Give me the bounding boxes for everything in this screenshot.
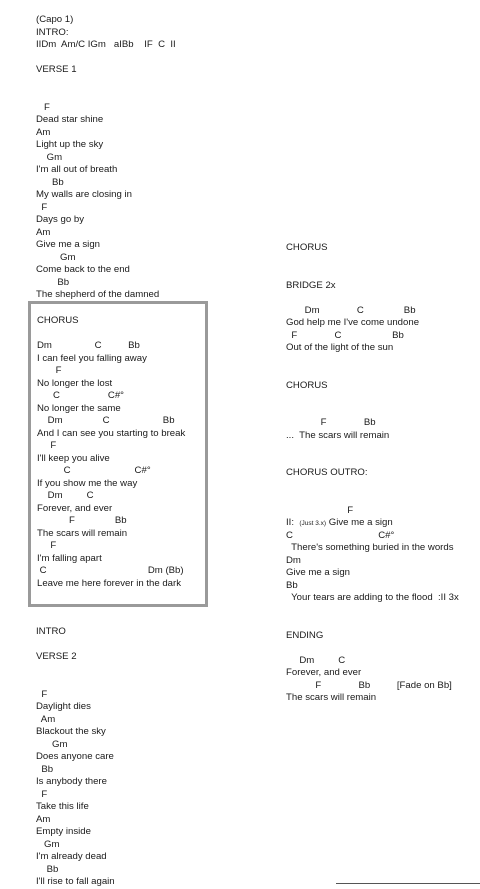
lyric-line: F Bb [Fade on Bb]	[286, 679, 452, 691]
lyric-line: Forever, and ever	[286, 667, 362, 678]
lyric-line: The shepherd of the damned	[36, 289, 160, 300]
blank-line	[286, 617, 459, 630]
lyric-line: F	[36, 101, 50, 113]
lyric-line: And I can see you starting to break	[37, 427, 186, 439]
lyric-line: Bb	[36, 863, 59, 875]
lyric-line: CHORUS	[286, 379, 328, 391]
lyric-line: No longer the same	[37, 402, 121, 414]
lyric-line: Bb	[286, 579, 298, 591]
blank-line	[286, 367, 459, 380]
lyric-line: INTRO	[36, 626, 66, 637]
lyric-line: Daylight dies	[36, 701, 91, 712]
lyric-line: Gm	[36, 251, 76, 263]
lyric-line: There's something buried in the words	[286, 542, 454, 553]
lyric-line: I'm falling apart	[37, 552, 102, 564]
blank-line	[286, 605, 459, 618]
lyric-line: Your tears are adding to the flood :II 3x	[286, 592, 459, 603]
lyric-line: Blackout the sky	[36, 726, 106, 737]
blank-line	[36, 89, 176, 102]
lyric-line: F	[37, 440, 57, 451]
right-column	[286, 242, 459, 705]
chorus-box	[28, 301, 208, 607]
lyric-line: God help me I've come undone	[286, 317, 420, 328]
lyric-line: The scars will remain	[286, 692, 377, 703]
lyric-line: I'll rise to fall again	[36, 876, 115, 887]
lyric-line: No longer the lost	[37, 377, 113, 389]
lyric-line: Dead star shine	[36, 114, 104, 125]
lyric-line: C C#°	[286, 529, 395, 541]
lyric-line: CHORUS	[286, 242, 328, 253]
left-column-bottom	[36, 626, 115, 889]
blank-line	[286, 405, 459, 418]
lyric-line: Out of the light of the sun	[286, 342, 394, 353]
lyric-line: I can feel you falling away	[37, 352, 147, 364]
lyric-line: I'm already dead	[36, 851, 107, 862]
lyric-line: Bb	[36, 276, 70, 288]
blank-line	[286, 355, 459, 368]
lyric-line: If you show me the way	[37, 477, 138, 489]
lyric-line: Forever, and ever	[37, 502, 113, 514]
blank-line	[36, 52, 176, 65]
lyric-line: Give me a sign	[36, 239, 100, 250]
lyric-line: Am	[36, 813, 51, 825]
blank-line	[286, 292, 459, 305]
lyric-line: F	[37, 540, 57, 551]
left-column-top	[36, 14, 176, 302]
lyric-line: Take this life	[36, 801, 89, 812]
lyric-line: Bb	[36, 763, 54, 775]
blank-line	[36, 676, 115, 689]
lyric-line: II: (Just 3.x) Give me a sign	[286, 517, 393, 528]
lyric-line: Bb	[36, 176, 64, 188]
repeat-note: (Just 3.x)	[299, 520, 327, 527]
lyric-line: F	[36, 788, 48, 800]
lyric-line: F	[37, 365, 62, 376]
lyric-line: C Dm (Bb)	[37, 565, 184, 576]
lyric-line: Dm C	[286, 654, 346, 666]
lyric-line: F C Bb	[286, 329, 404, 341]
lyric-line: VERSE 1	[36, 64, 77, 75]
lyric-line: (Capo 1)	[36, 14, 74, 25]
blank-line	[286, 455, 459, 468]
lyric-line: Gm	[36, 151, 63, 163]
blank-line	[286, 480, 459, 493]
blank-line	[286, 642, 459, 655]
blank-line	[36, 664, 115, 677]
lyric-line: Am	[36, 226, 51, 238]
lyric-line: Gm	[36, 738, 68, 750]
blank-line	[286, 442, 459, 455]
lyric-line: Dm C Bb	[37, 340, 140, 351]
lyric-line: Is anybody there	[36, 776, 107, 787]
lyric-line: Does anyone care	[36, 751, 114, 762]
lyric-line: Leave me here forever in the dark	[37, 577, 181, 589]
blank-line	[286, 267, 459, 280]
blank-line	[37, 328, 185, 341]
chorus-text	[37, 315, 185, 590]
lyric-line: Am	[36, 713, 56, 725]
lyric-line: C C#°	[37, 465, 151, 476]
lyric-line: Gm	[36, 838, 60, 850]
lyric-line: CHORUS OUTRO:	[286, 467, 368, 478]
lyric-line: I'm all out of breath	[36, 164, 118, 175]
lyric-line: Dm C	[37, 490, 94, 501]
lyric-line: F	[36, 688, 48, 700]
lyric-line: Empty inside	[36, 826, 91, 837]
lyric-line: Am	[36, 126, 51, 138]
blank-line	[36, 639, 115, 652]
lyric-line: F	[36, 201, 48, 213]
lyric-line: Light up the sky	[36, 139, 104, 150]
blank-line	[286, 255, 459, 268]
lyric-line: Dm	[286, 554, 301, 566]
lyric-line: The scars will remain	[37, 527, 128, 539]
lyric-line: My walls are closing in	[36, 189, 132, 200]
lyric-line: Dm C Bb	[286, 304, 416, 316]
lyric-line: Give me a sign	[286, 567, 350, 578]
lyric-line: IIDm Am/C IGm aIBb IF C II	[36, 39, 176, 50]
lyric-line: F	[286, 504, 354, 516]
lyric-line: BRIDGE 2x	[286, 279, 336, 291]
lyric-line: VERSE 2	[36, 651, 77, 662]
lyric-line: Come back to the end	[36, 264, 130, 275]
lyric-line: Dm C Bb	[37, 415, 175, 426]
lyric-line: Days go by	[36, 214, 84, 225]
lyric-line: CHORUS	[37, 315, 79, 326]
lyric-line: C C#°	[37, 390, 124, 401]
blank-line	[36, 77, 176, 90]
lyric-line: F Bb	[286, 417, 376, 428]
lyric-line: ENDING	[286, 629, 324, 641]
blank-line	[286, 492, 459, 505]
lyric-line: INTRO:	[36, 26, 69, 38]
lyric-line: I'll keep you alive	[37, 452, 110, 464]
lyric-line: ... The scars will remain	[286, 429, 390, 441]
lyric-line: F Bb	[37, 515, 127, 526]
blank-line	[286, 392, 459, 405]
footer-divider	[336, 883, 480, 884]
